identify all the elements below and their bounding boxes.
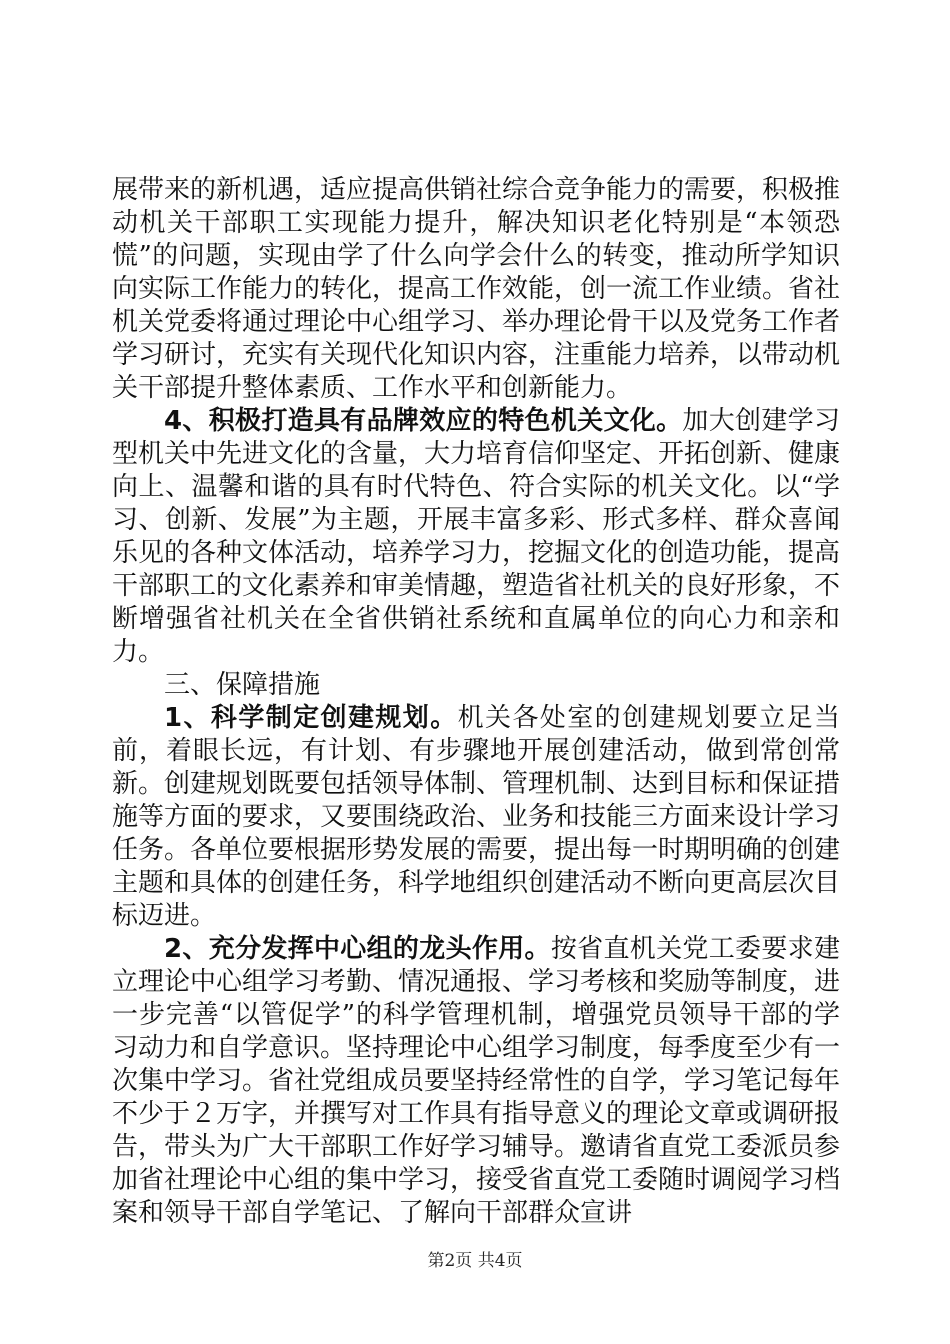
paragraph-item-1	[112, 702, 840, 933]
paragraph-text: 机关各处室的创建规划要立足当前，着眼长远，有计划、有步骤地开展创建活动，做到常创常新。创建规划既要包括领导体制、管理机制、达到目标和保证措施等方面的要求，又要围绕政治、业务和技能三方面来设计学习任务。各单位要根据形势发展的需要，提出每一时期明确的创建主题和具体的创建任务，科学地组织创建活动不断向更高层次目标迈进。	[112, 703, 841, 931]
paragraph-item-2	[112, 933, 840, 1230]
section-heading: 三、保障措施	[164, 670, 321, 700]
paragraph-text: 按省直机关党工委要求建立理论中心组学习考勤、情况通报、学习考核和奖励等制度，进一步完善“以管促学”的科学管理机制，增强党员领导干部的学习动力和自学意识。坚持理论中心组学习制度，每季度至少有一次集中学习。省社党组成员要坚持经常性的自学，学习笔记每年不少于２万字，并撰写对工作具有指导意义的理论文章或调研报告，带头为广大干部职工作好学习辅导。邀请省直党工委派员参加省社理论中心组的集中学习，接受省直党工委随时调阅学习档案和领导干部自学笔记、了解向干部群众宣讲	[112, 934, 841, 1228]
paragraph-continuation	[112, 174, 840, 405]
paragraph-text: 展带来的新机遇，适应提高供销社综合竞争能力的需要，积极推动机关干部职工实现能力提升，解决知识老化特别是“本领恐慌”的问题，实现由学了什么向学会什么的转变，推动所学知识向实际工作能力的转化，提高工作效能，创一流工作业绩。省社机关党委将通过理论中心组学习、举办理论骨干以及党务工作者学习研讨，充实有关现代化知识内容，注重能力培养，以带动机关干部提升整体素质、工作水平和创新能力。	[112, 175, 841, 403]
paragraph-lead: 4、积极打造具有品牌效应的特色机关文化。	[164, 406, 683, 436]
document-body	[112, 174, 840, 1230]
paragraph-lead: 1、科学制定创建规划。	[164, 703, 458, 733]
paragraph-item-4	[112, 405, 840, 669]
paragraph-lead: 2、充分发挥中心组的龙头作用。	[164, 934, 551, 964]
paragraph-text: 加大创建学习型机关中先进文化的含量，大力培育信仰坚定、开拓创新、健康向上、温馨和谐的具有时代特色、符合实际的机关文化。以“学习、创新、发展”为主题，开展丰富多彩、形式多样、群众喜闻乐见的各种文体活动，培养学习力，挖掘文化的创造功能，提高干部职工的文化素养和审美情趣，塑造省社机关的良好形象，不断增强省社机关在全省供销社系统和直属单位的向心力和亲和力。	[112, 406, 841, 667]
page-footer: 第2页 共4页	[427, 1251, 523, 1271]
